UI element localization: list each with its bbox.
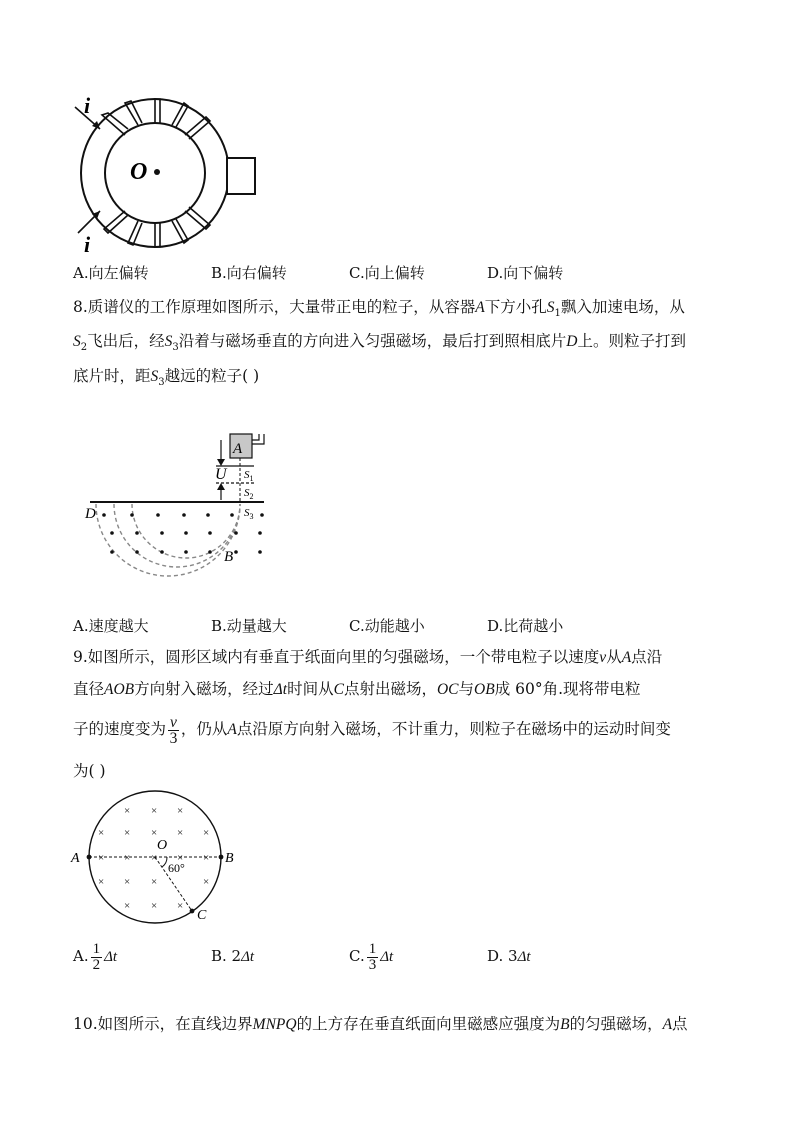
svg-text:×: × xyxy=(151,876,158,888)
q9-option-c: C. $\frac{1}{3}$ Δt xyxy=(349,940,394,973)
mass-spectrometer-figure xyxy=(82,428,282,588)
magnetic-field-dots xyxy=(102,513,264,554)
svg-text:×: × xyxy=(98,852,105,864)
q8-option-d: D.比荷越小 xyxy=(487,617,564,635)
svg-text:×: × xyxy=(177,852,184,864)
angle-label: 60° xyxy=(168,861,185,875)
q8-line-3: 底片时，距$S_3$越远的粒子( ) xyxy=(73,367,260,389)
toroid-center-dot xyxy=(154,169,160,175)
svg-text:×: × xyxy=(177,900,184,912)
plate-d-label: D xyxy=(85,506,96,522)
svg-text:×: × xyxy=(151,805,158,817)
point-c-label: C xyxy=(197,908,207,923)
particle-trajectories xyxy=(96,504,240,576)
point-b-label: B xyxy=(225,851,234,866)
svg-text:×: × xyxy=(151,852,158,864)
toroid-label-o: O xyxy=(130,159,148,185)
q8-option-a: A.速度越大 xyxy=(73,617,149,635)
slit-s1-label: $S_1$ xyxy=(244,469,254,483)
svg-text:×: × xyxy=(203,827,210,839)
svg-text:×: × xyxy=(124,827,131,839)
svg-text:×: × xyxy=(124,805,131,817)
q9-line-2: 直径AOB方向射入磁场，经过Δt时间从C点射出磁场，OC与OB成 60°角.现将带电粒 xyxy=(73,680,641,698)
svg-text:×: × xyxy=(98,827,105,839)
slit-s2-label: $S_2$ xyxy=(244,487,254,501)
q9-option-b: B. 2Δt xyxy=(211,947,255,965)
q10-line-1: 10.如图所示，在直线边界MNPQ的上方存在垂直纸面向里磁感应强度为B的匀强磁场，A点 xyxy=(73,1015,688,1033)
circular-field-figure xyxy=(68,788,238,928)
q9-line-3: 子的速度变为 $\frac{v}{3}$ ，仍从A点沿原方向射入磁场，不计重力，则粒子在磁场中的运动时间变 xyxy=(73,713,671,747)
field-crosses xyxy=(98,805,209,912)
voltage-arrowhead-down xyxy=(217,459,225,466)
angle-arc xyxy=(162,857,167,867)
svg-text:×: × xyxy=(98,876,105,888)
q8-line-1: 8.质谱仪的工作原理如图所示，大量带正电的粒子，从容器A下方小孔$S_1$飘入加速电场，从 xyxy=(73,298,685,320)
q8-option-c: C.动能越小 xyxy=(349,617,425,635)
q9-line-1: 9.如图所示，圆形区域内有垂直于纸面向里的匀强磁场，一个带电粒子以速度v从A点沿 xyxy=(73,648,663,666)
toroid-label-i-bottom: i xyxy=(84,232,91,257)
svg-text:×: × xyxy=(151,827,158,839)
point-o-label: O xyxy=(157,838,168,853)
q7-option-a: A.向左偏转 xyxy=(73,264,149,282)
slit-s3-label: $S_3$ xyxy=(244,507,254,521)
q7-option-d: D.向下偏转 xyxy=(487,264,564,282)
toroid-label-i-top: i xyxy=(84,95,91,118)
voltage-label: U xyxy=(215,466,227,483)
q7-option-c: C.向上偏转 xyxy=(349,264,425,282)
svg-text:×: × xyxy=(177,805,184,817)
svg-text:×: × xyxy=(124,852,131,864)
toroid-side-box xyxy=(227,158,255,194)
q9-fraction-v-over-3: $\frac{v}{3}$ xyxy=(169,713,178,747)
svg-text:×: × xyxy=(177,827,184,839)
q8-option-b: B.动量越大 xyxy=(211,617,287,635)
q9-line-4: 为( ) xyxy=(73,762,106,780)
q9-option-a: A. $\frac{1}{2}$ Δt xyxy=(73,940,118,973)
q7-option-b: B.向右偏转 xyxy=(211,264,287,282)
svg-text:×: × xyxy=(124,900,131,912)
point-a-dot xyxy=(87,855,92,860)
voltage-arrowhead-up xyxy=(217,483,225,490)
point-b-dot xyxy=(219,855,224,860)
svg-text:×: × xyxy=(203,852,210,864)
container-a-label: A xyxy=(233,441,243,457)
svg-text:×: × xyxy=(203,876,210,888)
container-outlet xyxy=(252,434,264,444)
point-a-label: A xyxy=(71,851,80,866)
toroid-figure xyxy=(70,95,270,260)
field-b-label: B xyxy=(224,549,234,565)
q9-option-d: D. 3Δt xyxy=(487,947,531,965)
point-c-dot xyxy=(190,909,195,914)
svg-text:×: × xyxy=(151,900,158,912)
q8-line-2: $S_2$飞出后，经$S_3$沿着与磁场垂直的方向进入匀强磁场，最后打到照相底片D上。则粒子打到 xyxy=(73,332,686,354)
svg-text:×: × xyxy=(124,876,131,888)
